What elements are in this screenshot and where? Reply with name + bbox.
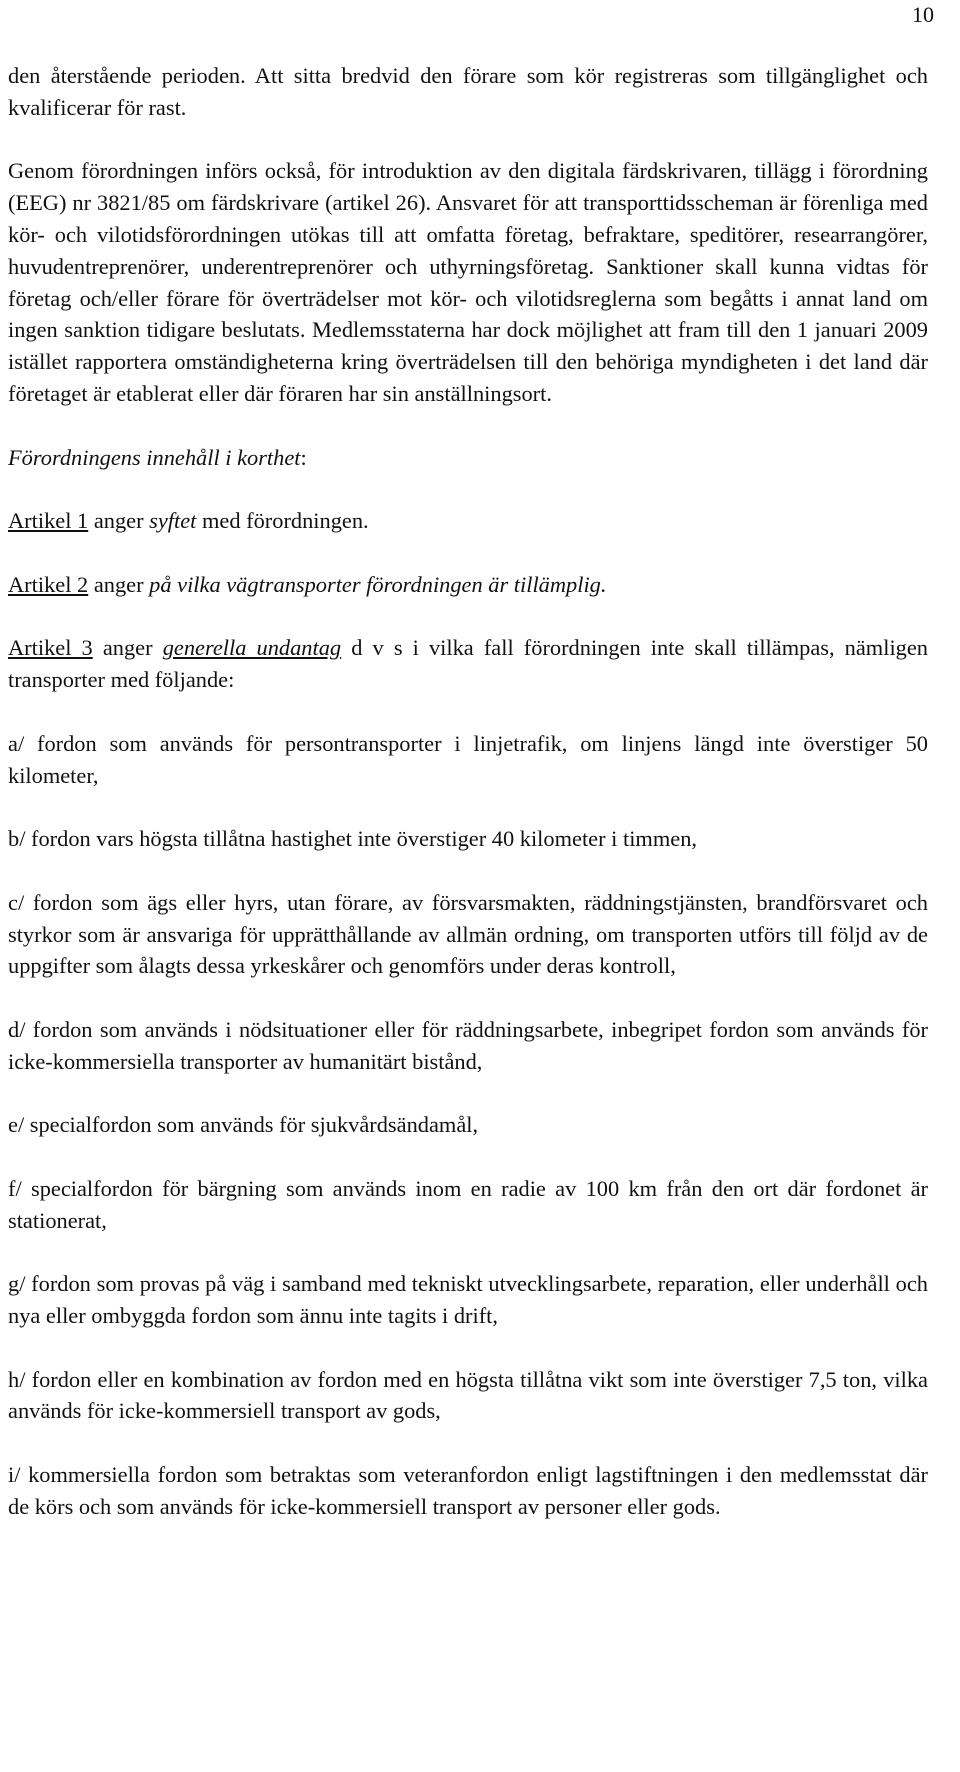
list-item-h: h/ fordon eller en kombination av fordon med en högsta tillåtna vikt som inte överstiger 7,5 ton, vilka används för icke-kommersiell transport av gods,: [8, 1366, 928, 1424]
article-1-pre: anger: [88, 508, 150, 534]
list-item-f: f/ specialfordon för bärgning som används inom en radie av 100 km från den ort där fordonet är stationerat,: [8, 1175, 928, 1233]
article-1-paragraph: [8, 505, 928, 537]
article-1-emphasis: syftet: [149, 508, 197, 534]
article-3-link: Artikel 3: [8, 635, 93, 661]
document-body: [8, 60, 928, 1523]
list-item-g: g/ fordon som provas på väg i samband med tekniskt utvecklingsarbete, reparation, eller underhåll och nya eller ombyggda fordon som ännu inte tagits i drift,: [8, 1271, 928, 1329]
article-1-link: Artikel 1: [8, 508, 89, 534]
article-2-pre: anger: [88, 571, 150, 597]
list-item-a: a/ fordon som används för persontransporter i linjetrafik, om linjens längd inte överstiger 50 kilometer,: [8, 730, 928, 788]
summary-heading: [8, 442, 928, 474]
article-3-post: d v s i vilka fall förordningen inte skall tillämpas, nämligen transporter med följande:: [8, 635, 928, 693]
paragraph-intro: den återstående perioden. Att sitta bredvid den förare som kör registreras som tillgänglighet och kvalificerar för rast.: [8, 63, 928, 120]
summary-heading-colon: :: [300, 444, 307, 470]
article-2-emphasis: på vilka vägtransporter förordningen är tillämplig.: [149, 571, 607, 597]
summary-heading-text: Förordningens innehåll i korthet: [8, 444, 301, 470]
paragraph-regulation: Genom förordningen införs också, för introduktion av den digitala färdskrivaren, tillägg i förordning (EEG) nr 3821/85 om färdskrivare (artikel 26). Ansvaret för att transporttidsscheman är förenliga med kör- och vilotidsförordningen utökas till att omfatta företag, befraktare, speditörer, researrangörer, huvudentreprenörer, underentreprenörer och uthyrningsföretag. Sanktioner skall kunna vidtas för företag och/eller förare för överträdelser mot kör- och vilotidsreglerna som begåtts i annat land om ingen sanktion tidigare beslutats. Medlemsstaterna har dock möjlighet att fram till den 1 januari 2009 istället rapportera omständigheterna kring överträdelsen till den behöriga myndigheten i det land där företaget är etablerat eller där föraren har sin anställningsort.: [8, 158, 928, 406]
page-number: 10: [912, 2, 934, 27]
article-3-emphasis: generella undantag: [162, 635, 342, 661]
article-2-link: Artikel 2: [8, 571, 89, 597]
list-item-e: e/ specialfordon som används för sjukvårdsändamål,: [8, 1112, 479, 1138]
list-item-i: i/ kommersiella fordon som betraktas som veteranfordon enligt lagstiftningen i den medlemsstat där de körs och som används för icke-kommersiell transport av personer eller gods.: [8, 1462, 928, 1519]
article-3-pre: anger: [92, 635, 163, 661]
article-3-paragraph: [8, 632, 928, 696]
article-1-post: med förordningen.: [196, 508, 369, 534]
list-item-c: c/ fordon som ägs eller hyrs, utan förare, av försvarsmakten, räddningstjänsten, brandförsvaret och styrkor som är ansvariga för upprätthållande av allmän ordning, om transporten utförs till följd av de uppgifter som ålagts dessa yrkeskårer och genomförs under deras kontroll,: [8, 889, 928, 979]
article-2-paragraph: [8, 569, 928, 601]
list-item-d: d/ fordon som används i nödsituationer eller för räddningsarbete, inbegripet fordon som används för icke-kommersiella transporter av humanitärt bistånd,: [8, 1016, 928, 1074]
list-item-b: b/ fordon vars högsta tillåtna hastighet inte överstiger 40 kilometer i timmen,: [8, 826, 697, 852]
